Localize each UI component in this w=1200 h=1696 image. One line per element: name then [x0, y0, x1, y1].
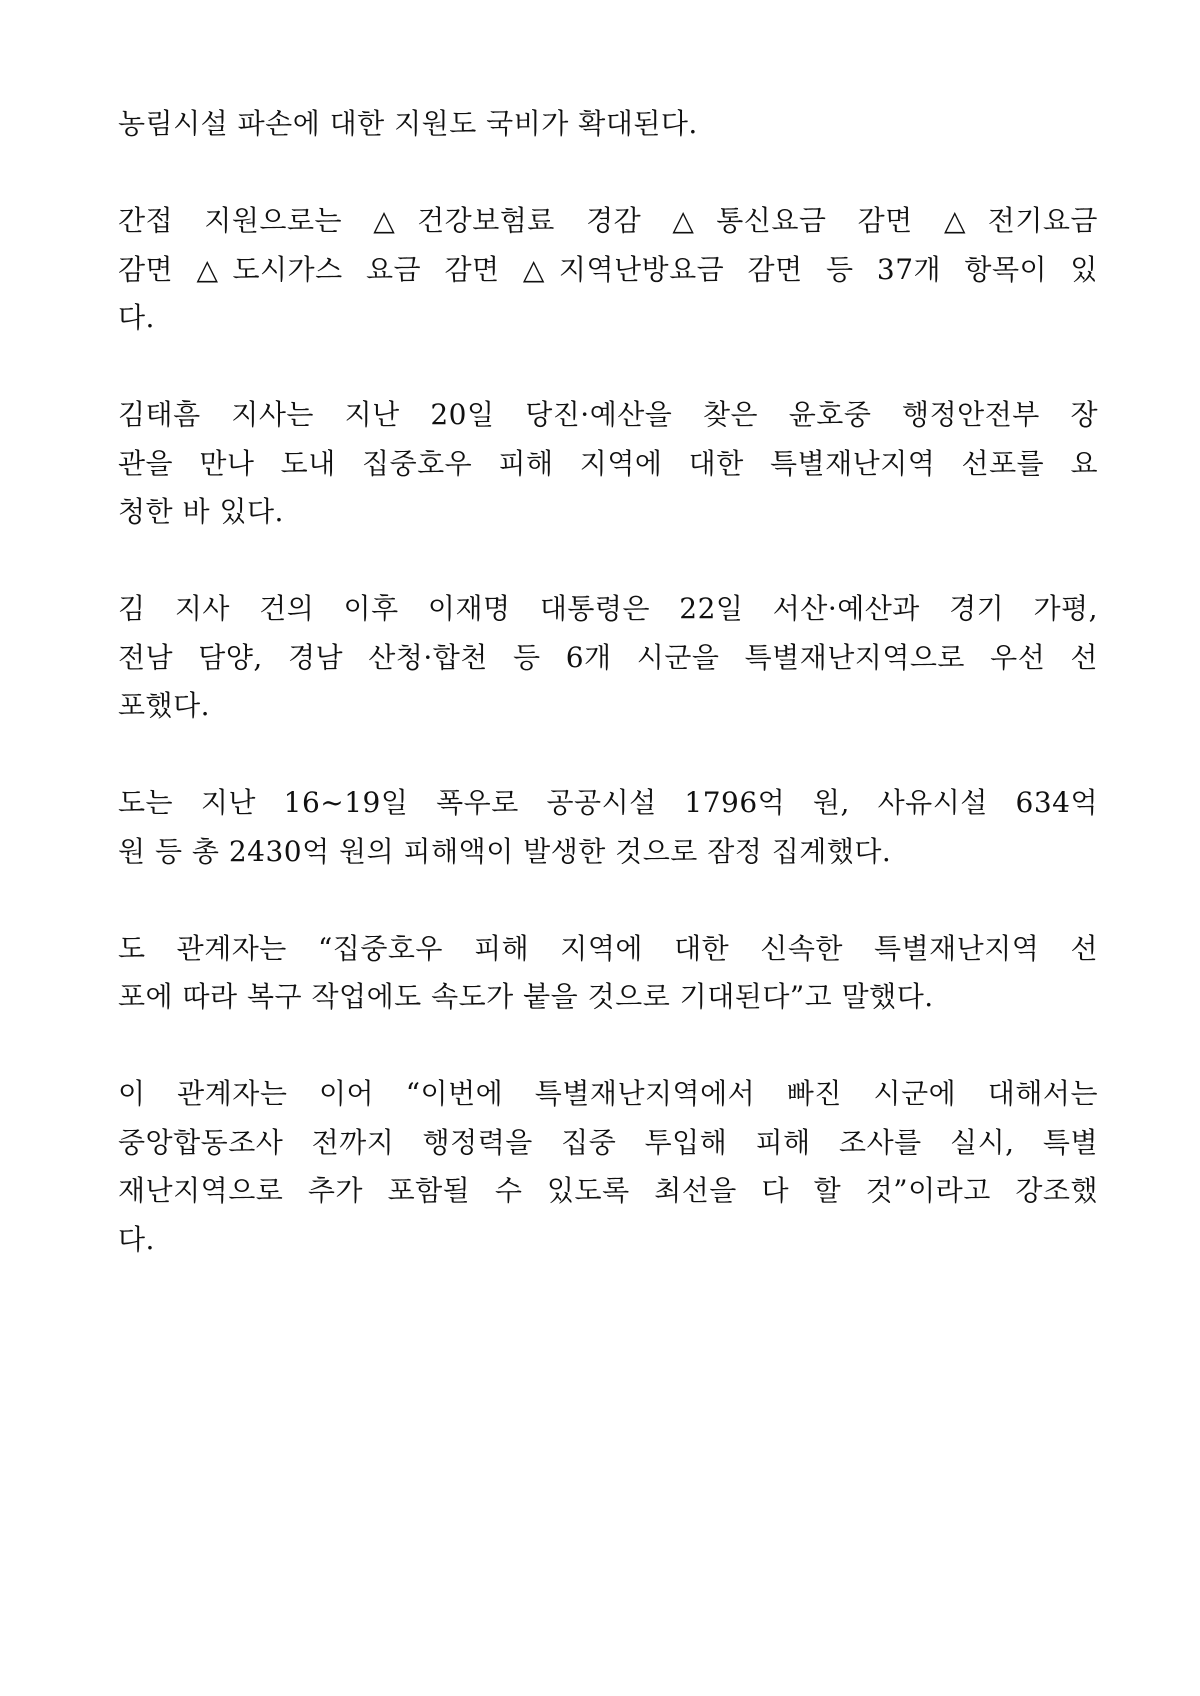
paragraph-2: [118, 197, 1098, 343]
text-line: 중앙합동조사 전까지 행정력을 집중 투입해 피해 조사를 실시, 특별: [118, 1125, 1098, 1159]
text-line: 원 등 총 2430억 원의 피해액이 발생한 것으로 잠정 집계했다.: [118, 834, 892, 868]
text-line: 김 지사 건의 이후 이재명 대통령은 22일 서산·예산과 경기 가평,: [118, 592, 1098, 625]
text-line: 전남 담양, 경남 산청·합천 등 6개 시군을 특별재난지역으로 우선 선: [118, 640, 1098, 674]
article-body: [118, 100, 1098, 1313]
text-line: 다.: [118, 1222, 155, 1256]
text-line: 다.: [118, 301, 155, 334]
text-line: 이 관계자는 이어 “이번에 특별재난지역에서 빠진 시군에 대해서는: [118, 1077, 1098, 1110]
paragraph-4: [118, 585, 1098, 731]
text-line: 포했다.: [118, 689, 211, 722]
text-line: 재난지역으로 추가 포함될 수 있도록 최선을 다 할 것”이라고 강조했: [118, 1174, 1098, 1207]
text-line: 도는 지난 16~19일 폭우로 공공시설 1796억 원, 사유시설 634억: [118, 786, 1098, 819]
text-line: 김태흠 지사는 지난 20일 당진·예산을 찾은 윤호중 행정안전부 장: [118, 398, 1098, 431]
paragraph-3: [118, 391, 1098, 537]
text-line: 감면 △도시가스 요금 감면 △지역난방요금 감면 등 37개 항목이 있: [118, 252, 1098, 286]
paragraph-7: [118, 1070, 1098, 1264]
paragraph-6: [118, 925, 1098, 1022]
text-line: 간접 지원으로는 △건강보험료 경감 △통신요금 감면 △전기요금: [118, 204, 1098, 237]
text-line: 청한 바 있다.: [118, 495, 284, 528]
text-line: 농림시설 파손에 대한 지원도 국비가 확대된다.: [118, 107, 698, 140]
paragraph-1: [118, 100, 1098, 149]
text-line: 관을 만나 도내 집중호우 피해 지역에 대한 특별재난지역 선포를 요: [118, 446, 1098, 480]
paragraph-5: [118, 779, 1098, 876]
text-line: 포에 따라 복구 작업에도 속도가 붙을 것으로 기대된다”고 말했다.: [118, 980, 934, 1013]
text-line: 도 관계자는 “집중호우 피해 지역에 대한 신속한 특별재난지역 선: [118, 931, 1098, 965]
